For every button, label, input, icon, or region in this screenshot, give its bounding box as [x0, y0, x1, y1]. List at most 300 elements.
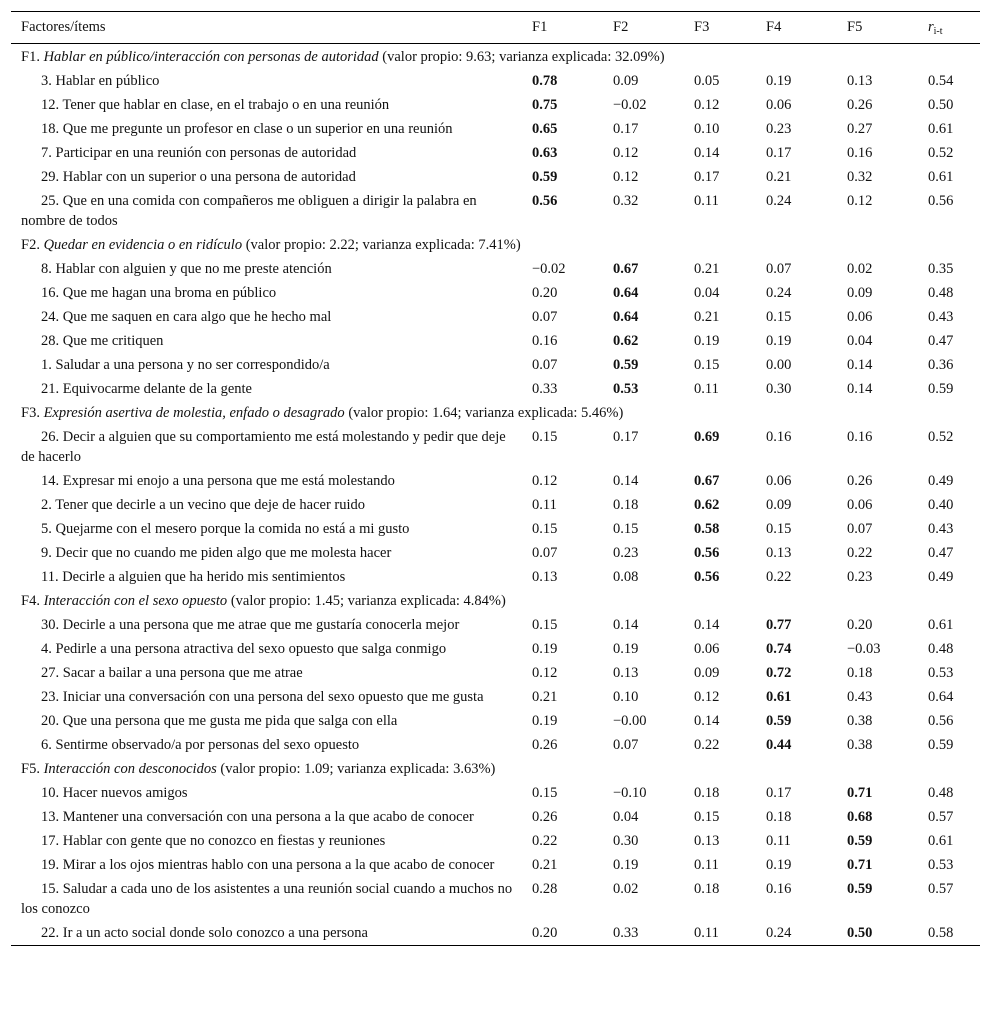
- header-rit-main: r: [928, 19, 934, 35]
- item-label: 10. Hacer nuevos amigos: [41, 785, 188, 801]
- factor-code: F5.: [21, 761, 40, 777]
- loading-f4: 0.24: [766, 193, 792, 209]
- loading-f4: 0.21: [766, 169, 792, 185]
- loading-f2: 0.15: [613, 521, 639, 537]
- factor-group-heading: [11, 589, 980, 613]
- loading-f2: −0.02: [613, 97, 647, 113]
- item-total-correlation: 0.64: [928, 689, 954, 705]
- item-label-cell: [11, 733, 522, 757]
- loading-f1: 0.22: [532, 833, 558, 849]
- table-row: [11, 493, 980, 517]
- loading-f3: 0.15: [694, 809, 720, 825]
- loading-f3: 0.11: [694, 381, 719, 397]
- item-label-cell: [11, 117, 522, 141]
- item-label-cell: [11, 493, 522, 517]
- loading-f5: 0.13: [847, 73, 873, 89]
- loading-f4: 0.15: [766, 309, 792, 325]
- item-label: 15. Saludar a cada uno de los asistentes a una reunión social cuando a muchos no los conozco: [21, 881, 513, 917]
- item-total-correlation: 0.57: [928, 809, 954, 825]
- loading-f2: 0.62: [613, 333, 639, 349]
- loading-f4: 0.00: [766, 357, 792, 373]
- loading-f2: 0.09: [613, 73, 639, 89]
- loading-f5: 0.27: [847, 121, 873, 137]
- factor-group-row: [11, 44, 980, 70]
- factor-code: F3.: [21, 405, 40, 421]
- loading-f2: 0.33: [613, 925, 639, 941]
- factor-title: Expresión asertiva de molestia, enfado o desagrado: [43, 405, 345, 421]
- header-f2: F2: [603, 12, 684, 44]
- factor-group-row: [11, 589, 980, 613]
- loading-f3: 0.21: [694, 261, 720, 277]
- loading-f1: 0.78: [532, 73, 558, 89]
- loading-f1: 0.21: [532, 857, 558, 873]
- header-rit-sub: i-t: [933, 26, 943, 37]
- table-row: [11, 661, 980, 685]
- loading-f3: 0.04: [694, 285, 720, 301]
- item-label: 21. Equivocarme delante de la gente: [41, 381, 252, 397]
- item-total-correlation: 0.53: [928, 857, 954, 873]
- loading-f3: 0.21: [694, 309, 720, 325]
- item-label-cell: [11, 141, 522, 165]
- loading-f1: 0.28: [532, 881, 558, 897]
- factor-group-row: [11, 233, 980, 257]
- loading-f2: 0.08: [613, 569, 639, 585]
- header-rit: [918, 12, 980, 44]
- loading-f3: 0.11: [694, 193, 719, 209]
- factor-group-heading: [11, 44, 980, 70]
- loading-f4: 0.16: [766, 429, 792, 445]
- item-total-correlation: 0.36: [928, 357, 954, 373]
- loading-f2: 0.17: [613, 429, 639, 445]
- item-label-cell: [11, 853, 522, 877]
- item-label: 1. Saludar a una persona y no ser correspondido/a: [41, 357, 330, 373]
- loading-f5: 0.04: [847, 333, 873, 349]
- table-row: [11, 517, 980, 541]
- loading-f4: 0.17: [766, 145, 792, 161]
- loading-f5: 0.59: [847, 881, 873, 897]
- factor-group-heading: [11, 401, 980, 425]
- item-label: 26. Decir a alguien que su comportamiento me está molestando y pedir que deje de hacerlo: [21, 429, 506, 465]
- table-row: [11, 469, 980, 493]
- loading-f2: −0.00: [613, 713, 647, 729]
- loading-f2: 0.23: [613, 545, 639, 561]
- item-label: 2. Tener que decirle a un vecino que deje de hacer ruido: [41, 497, 366, 513]
- loading-f2: 0.12: [613, 145, 639, 161]
- loading-f5: 0.16: [847, 429, 873, 445]
- factor-title: Interacción con el sexo opuesto: [43, 593, 228, 609]
- factor-stats: (valor propio: 9.63; varianza explicada: 32.09%): [382, 49, 665, 65]
- item-label: 27. Sacar a bailar a una persona que me atrae: [41, 665, 303, 681]
- loading-f1: −0.02: [532, 261, 566, 277]
- loading-f1: 0.59: [532, 169, 558, 185]
- loading-f5: 0.22: [847, 545, 873, 561]
- loading-f5: 0.59: [847, 833, 873, 849]
- item-label: 28. Que me critiquen: [41, 333, 164, 349]
- table-row: [11, 565, 980, 589]
- factor-code: F2.: [21, 237, 40, 253]
- loading-f4: 0.30: [766, 381, 792, 397]
- item-label-cell: [11, 469, 522, 493]
- table-row: [11, 805, 980, 829]
- loading-f4: 0.07: [766, 261, 792, 277]
- item-label-cell: [11, 69, 522, 93]
- table-row: [11, 685, 980, 709]
- loading-f2: 0.13: [613, 665, 639, 681]
- loading-f4: 0.16: [766, 881, 792, 897]
- loading-f1: 0.07: [532, 357, 558, 373]
- factor-loadings-table: [11, 11, 980, 946]
- loading-f3: 0.14: [694, 617, 720, 633]
- item-total-correlation: 0.54: [928, 73, 954, 89]
- table-row: [11, 141, 980, 165]
- item-label-cell: [11, 877, 522, 921]
- table-row: [11, 377, 980, 401]
- item-label-cell: [11, 281, 522, 305]
- item-total-correlation: 0.49: [928, 569, 954, 585]
- loading-f3: 0.56: [694, 545, 720, 561]
- item-label-cell: [11, 921, 522, 946]
- loading-f1: 0.20: [532, 285, 558, 301]
- item-label-cell: [11, 685, 522, 709]
- loading-f5: 0.02: [847, 261, 873, 277]
- table-row: [11, 877, 980, 921]
- table-body: [11, 44, 980, 946]
- loading-f3: 0.67: [694, 473, 720, 489]
- loading-f4: 0.61: [766, 689, 792, 705]
- header-f1: F1: [522, 12, 603, 44]
- item-label: 23. Iniciar una conversación con una persona del sexo opuesto que me gusta: [41, 689, 484, 705]
- item-label: 29. Hablar con un superior o una persona de autoridad: [41, 169, 356, 185]
- header-items: Factores/ítems: [11, 12, 522, 44]
- factor-group-heading: [11, 757, 980, 781]
- loading-f3: 0.56: [694, 569, 720, 585]
- item-label-cell: [11, 613, 522, 637]
- factor-stats: (valor propio: 1.64; varianza explicada: 5.46%): [348, 405, 624, 421]
- item-label: 14. Expresar mi enojo a una persona que me está molestando: [41, 473, 395, 489]
- loading-f3: 0.05: [694, 73, 720, 89]
- loading-f1: 0.56: [532, 193, 558, 209]
- loading-f2: 0.64: [613, 309, 639, 325]
- loading-f2: 0.02: [613, 881, 639, 897]
- loading-f4: 0.17: [766, 785, 792, 801]
- factor-stats: (valor propio: 1.09; varianza explicada: 3.63%): [220, 761, 496, 777]
- item-total-correlation: 0.58: [928, 925, 954, 941]
- loading-f4: 0.24: [766, 285, 792, 301]
- loading-f4: 0.24: [766, 925, 792, 941]
- loading-f4: 0.22: [766, 569, 792, 585]
- loading-f1: 0.21: [532, 689, 558, 705]
- table-row: [11, 921, 980, 946]
- loading-f3: 0.06: [694, 641, 720, 657]
- loading-f3: 0.14: [694, 145, 720, 161]
- loading-f3: 0.17: [694, 169, 720, 185]
- loading-f4: 0.13: [766, 545, 792, 561]
- item-label: 22. Ir a un acto social donde solo conozco a una persona: [41, 925, 368, 941]
- item-total-correlation: 0.48: [928, 785, 954, 801]
- loading-f1: 0.07: [532, 309, 558, 325]
- loading-f1: 0.07: [532, 545, 558, 561]
- factor-code: F1.: [21, 49, 40, 65]
- loading-f4: 0.06: [766, 97, 792, 113]
- item-total-correlation: 0.52: [928, 145, 954, 161]
- item-label-cell: [11, 661, 522, 685]
- item-total-correlation: 0.47: [928, 333, 954, 349]
- loading-f5: −0.03: [847, 641, 881, 657]
- item-label-cell: [11, 565, 522, 589]
- loading-f1: 0.65: [532, 121, 558, 137]
- item-total-correlation: 0.35: [928, 261, 954, 277]
- loading-f5: 0.14: [847, 381, 873, 397]
- loading-f1: 0.15: [532, 521, 558, 537]
- item-label-cell: [11, 257, 522, 281]
- table-header: [11, 12, 980, 44]
- item-label-cell: [11, 329, 522, 353]
- item-label-cell: [11, 781, 522, 805]
- item-total-correlation: 0.52: [928, 429, 954, 445]
- item-label-cell: [11, 305, 522, 329]
- loading-f5: 0.18: [847, 665, 873, 681]
- header-f5: F5: [837, 12, 918, 44]
- loading-f1: 0.12: [532, 665, 558, 681]
- item-label-cell: [11, 517, 522, 541]
- table-row: [11, 305, 980, 329]
- item-label: 5. Quejarme con el mesero porque la comida no está a mi gusto: [41, 521, 410, 537]
- item-label: 30. Decirle a una persona que me atrae que me gustaría conocerla mejor: [41, 617, 460, 633]
- loading-f2: 0.12: [613, 169, 639, 185]
- loading-f5: 0.68: [847, 809, 873, 825]
- factor-group-row: [11, 401, 980, 425]
- item-total-correlation: 0.43: [928, 521, 954, 537]
- table-row: [11, 93, 980, 117]
- loading-f4: 0.06: [766, 473, 792, 489]
- item-label-cell: [11, 353, 522, 377]
- loading-f3: 0.11: [694, 857, 719, 873]
- loading-f4: 0.72: [766, 665, 792, 681]
- loading-f2: 0.07: [613, 737, 639, 753]
- table-row: [11, 781, 980, 805]
- item-label: 16. Que me hagan una broma en público: [41, 285, 277, 301]
- loading-f4: 0.09: [766, 497, 792, 513]
- loading-f1: 0.16: [532, 333, 558, 349]
- table-row: [11, 425, 980, 469]
- header-f3: F3: [684, 12, 756, 44]
- loading-f3: 0.62: [694, 497, 720, 513]
- loading-f1: 0.15: [532, 617, 558, 633]
- item-label: 4. Pedirle a una persona atractiva del sexo opuesto que salga conmigo: [41, 641, 447, 657]
- item-total-correlation: 0.53: [928, 665, 954, 681]
- item-label-cell: [11, 709, 522, 733]
- item-total-correlation: 0.56: [928, 713, 954, 729]
- loading-f5: 0.06: [847, 309, 873, 325]
- item-label-cell: [11, 541, 522, 565]
- loading-f2: 0.14: [613, 617, 639, 633]
- loading-f4: 0.18: [766, 809, 792, 825]
- loading-f5: 0.09: [847, 285, 873, 301]
- item-total-correlation: 0.48: [928, 285, 954, 301]
- loading-f1: 0.19: [532, 641, 558, 657]
- loading-f2: 0.59: [613, 357, 639, 373]
- item-total-correlation: 0.50: [928, 97, 954, 113]
- loading-f2: 0.19: [613, 857, 639, 873]
- header-f4: F4: [756, 12, 837, 44]
- table-row: [11, 281, 980, 305]
- table-row: [11, 613, 980, 637]
- loading-f1: 0.26: [532, 809, 558, 825]
- item-total-correlation: 0.40: [928, 497, 954, 513]
- item-label: 24. Que me saquen en cara algo que he hecho mal: [41, 309, 332, 325]
- loading-f5: 0.14: [847, 357, 873, 373]
- item-label-cell: [11, 829, 522, 853]
- loading-f5: 0.07: [847, 521, 873, 537]
- loading-f2: 0.32: [613, 193, 639, 209]
- loading-f5: 0.71: [847, 857, 873, 873]
- loading-f2: 0.67: [613, 261, 639, 277]
- loading-f4: 0.23: [766, 121, 792, 137]
- table-row: [11, 541, 980, 565]
- loading-f4: 0.74: [766, 641, 792, 657]
- loading-f1: 0.63: [532, 145, 558, 161]
- item-label: 19. Mirar a los ojos mientras hablo con una persona a la que acabo de conocer: [41, 857, 495, 873]
- item-label-cell: [11, 165, 522, 189]
- loading-f5: 0.50: [847, 925, 873, 941]
- item-label-cell: [11, 377, 522, 401]
- loading-f1: 0.33: [532, 381, 558, 397]
- item-label: 11. Decirle a alguien que ha herido mis sentimientos: [41, 569, 346, 585]
- loading-f1: 0.11: [532, 497, 557, 513]
- loading-f3: 0.12: [694, 689, 720, 705]
- item-label: 20. Que una persona que me gusta me pida que salga con ella: [41, 713, 398, 729]
- loading-f3: 0.13: [694, 833, 720, 849]
- loading-f5: 0.26: [847, 97, 873, 113]
- loading-f1: 0.13: [532, 569, 558, 585]
- table-row: [11, 709, 980, 733]
- loading-f5: 0.23: [847, 569, 873, 585]
- item-total-correlation: 0.61: [928, 121, 954, 137]
- table-row: [11, 257, 980, 281]
- loading-f2: 0.04: [613, 809, 639, 825]
- loading-f3: 0.18: [694, 785, 720, 801]
- loading-f4: 0.15: [766, 521, 792, 537]
- factor-title: Hablar en público/interacción con personas de autoridad: [43, 49, 379, 65]
- loading-f2: 0.17: [613, 121, 639, 137]
- loading-f5: 0.32: [847, 169, 873, 185]
- loading-f4: 0.11: [766, 833, 791, 849]
- loading-f1: 0.26: [532, 737, 558, 753]
- item-total-correlation: 0.61: [928, 617, 954, 633]
- item-label-cell: [11, 93, 522, 117]
- factor-title: Interacción con desconocidos: [43, 761, 217, 777]
- loading-f1: 0.12: [532, 473, 558, 489]
- item-total-correlation: 0.61: [928, 169, 954, 185]
- item-label: 18. Que me pregunte un profesor en clase o un superior en una reunión: [41, 121, 453, 137]
- loading-f3: 0.19: [694, 333, 720, 349]
- loading-f2: 0.14: [613, 473, 639, 489]
- item-total-correlation: 0.59: [928, 737, 954, 753]
- loading-f2: −0.10: [613, 785, 647, 801]
- item-total-correlation: 0.56: [928, 193, 954, 209]
- table-row: [11, 117, 980, 141]
- loading-f1: 0.15: [532, 785, 558, 801]
- item-label: 12. Tener que hablar en clase, en el trabajo o en una reunión: [41, 97, 390, 113]
- loading-f5: 0.16: [847, 145, 873, 161]
- loading-f2: 0.10: [613, 689, 639, 705]
- loading-f4: 0.44: [766, 737, 792, 753]
- table-row: [11, 733, 980, 757]
- factor-stats: (valor propio: 2.22; varianza explicada: 7.41%): [245, 237, 521, 253]
- table-row: [11, 189, 980, 233]
- loading-f2: 0.18: [613, 497, 639, 513]
- item-label: 17. Hablar con gente que no conozco en fiestas y reuniones: [41, 833, 386, 849]
- loading-f1: 0.20: [532, 925, 558, 941]
- loading-f4: 0.59: [766, 713, 792, 729]
- loading-f4: 0.77: [766, 617, 792, 633]
- factor-title: Quedar en evidencia o en ridículo: [43, 237, 243, 253]
- loading-f5: 0.38: [847, 713, 873, 729]
- loading-f1: 0.15: [532, 429, 558, 445]
- item-label-cell: [11, 637, 522, 661]
- item-label: 9. Decir que no cuando me piden algo que me molesta hacer: [41, 545, 392, 561]
- loading-f5: 0.12: [847, 193, 873, 209]
- item-total-correlation: 0.61: [928, 833, 954, 849]
- table-row: [11, 637, 980, 661]
- item-label: 8. Hablar con alguien y que no me preste atención: [41, 261, 332, 277]
- loading-f5: 0.20: [847, 617, 873, 633]
- table-row: [11, 353, 980, 377]
- item-label: 3. Hablar en público: [41, 73, 160, 89]
- item-total-correlation: 0.47: [928, 545, 954, 561]
- table-row: [11, 853, 980, 877]
- loading-f1: 0.19: [532, 713, 558, 729]
- factor-group-row: [11, 757, 980, 781]
- item-label-cell: [11, 189, 522, 233]
- loading-f4: 0.19: [766, 333, 792, 349]
- item-label-cell: [11, 805, 522, 829]
- factor-group-heading: [11, 233, 980, 257]
- factor-stats: (valor propio: 1.45; varianza explicada: 4.84%): [230, 593, 506, 609]
- loading-f3: 0.12: [694, 97, 720, 113]
- loading-f3: 0.22: [694, 737, 720, 753]
- loading-f3: 0.69: [694, 429, 720, 445]
- item-total-correlation: 0.59: [928, 381, 954, 397]
- loading-f2: 0.30: [613, 833, 639, 849]
- item-label: 25. Que en una comida con compañeros me obliguen a dirigir la palabra en nombre de todos: [21, 193, 477, 229]
- loading-f3: 0.15: [694, 357, 720, 373]
- item-label: 13. Mantener una conversación con una persona a la que acabo de conocer: [41, 809, 474, 825]
- loading-f3: 0.10: [694, 121, 720, 137]
- loading-f3: 0.09: [694, 665, 720, 681]
- loading-f3: 0.14: [694, 713, 720, 729]
- loading-f5: 0.43: [847, 689, 873, 705]
- factor-code: F4.: [21, 593, 40, 609]
- item-label: 7. Participar en una reunión con personas de autoridad: [41, 145, 357, 161]
- loading-f2: 0.19: [613, 641, 639, 657]
- item-total-correlation: 0.43: [928, 309, 954, 325]
- table-row: [11, 829, 980, 853]
- item-label-cell: [11, 425, 522, 469]
- item-total-correlation: 0.57: [928, 881, 954, 897]
- item-total-correlation: 0.48: [928, 641, 954, 657]
- loading-f4: 0.19: [766, 73, 792, 89]
- loading-f3: 0.18: [694, 881, 720, 897]
- table-row: [11, 329, 980, 353]
- loading-f5: 0.06: [847, 497, 873, 513]
- loading-f5: 0.71: [847, 785, 873, 801]
- loading-f3: 0.11: [694, 925, 719, 941]
- loading-f4: 0.19: [766, 857, 792, 873]
- table-row: [11, 69, 980, 93]
- loading-f1: 0.75: [532, 97, 558, 113]
- loading-f3: 0.58: [694, 521, 720, 537]
